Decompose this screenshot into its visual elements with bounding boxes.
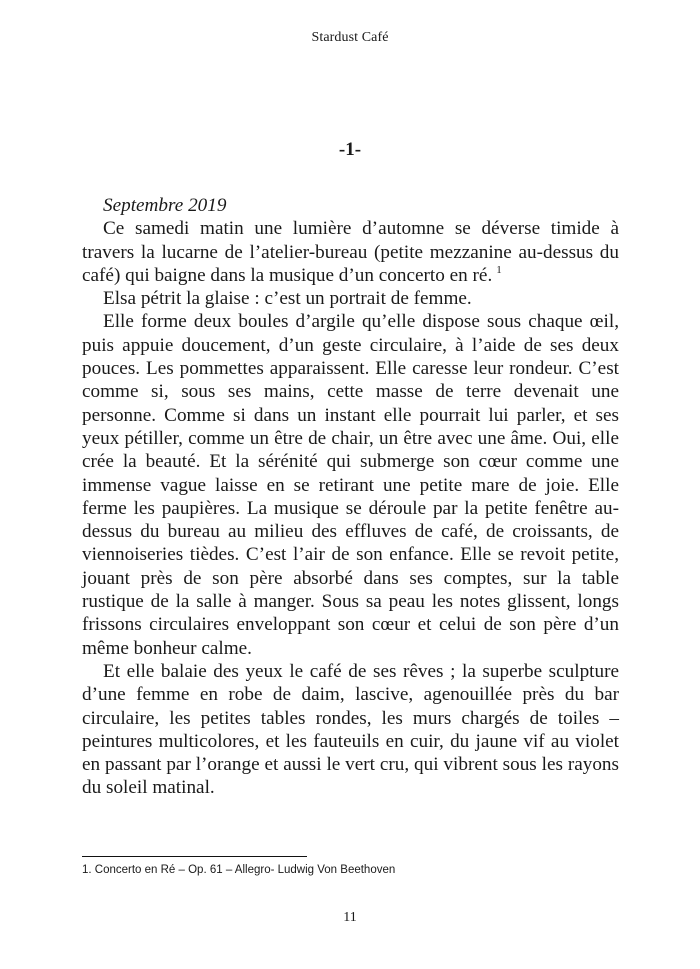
body-text	[82, 194, 619, 800]
chapter-title: -1-	[338, 139, 362, 160]
paragraph: Et elle balaie des yeux le café de ses rêves ; la superbe sculpture d’une femme en robe de daim, lascive, agenouillée près du bar circulaire, les petites tables rondes, les murs chargés de toiles – peintures multicolores, et les fauteuils en cuir, du jaune vif au violet en passant par l’orange et aussi le vert cru, qui vibrent sous les rayons du soleil matinal.	[82, 660, 619, 799]
footnote-divider	[82, 856, 307, 857]
footnote-reference: 1	[496, 263, 502, 276]
chapter-date: Septembre 2019	[103, 195, 227, 216]
paragraph: Elle forme deux boules d’argile qu’elle dispose sous chaque œil, puis appuie doucement, d’un geste circulaire, à l’aide de ses deux pouces. Les pommettes apparaissent. Elle caresse leur rondeur. C’est comme si, sous ses mains, cette masse de terre devenait une personne. Comme si dans un instant elle pourrait lui parler, et ses yeux pétiller, comme un être de chair, un être avec une âme. Oui, elle crée la beauté. Et la sérénité qui submerge son cœur comme une immense vague laisse en se retirant une petite mare de joie. Elle ferme les paupières. La musique se déroule par la petite fenêtre au-dessus du bureau au milieu des effluves de café, de croissants, de viennoiseries tièdes. C’est l’air de son enfance. Elle se revoit petite, jouant près de son père absorbé dans ses comptes, sur la table rustique de la salle à manger. Sous sa peau les notes glissent, longs frissons circulaires enveloppant son cœur et celui de son père d’un même bonheur calme.	[82, 311, 619, 659]
page-number: 11	[343, 910, 357, 925]
paragraph-text: Ce samedi matin une lumière d’automne se déverse timide à travers la lucarne de l’atelier-bureau (petite mezzanine au-dessus du café) qui baigne dans la musique d’un concerto en ré.	[82, 218, 619, 286]
paragraph	[82, 217, 619, 287]
running-head: Stardust Café	[311, 30, 389, 45]
paragraph: Elsa pétrit la glaise : c’est un portrait de femme.	[103, 288, 472, 310]
footnote: 1. Concerto en Ré – Op. 61 – Allegro- Ludwig Von Beethoven	[82, 864, 396, 876]
